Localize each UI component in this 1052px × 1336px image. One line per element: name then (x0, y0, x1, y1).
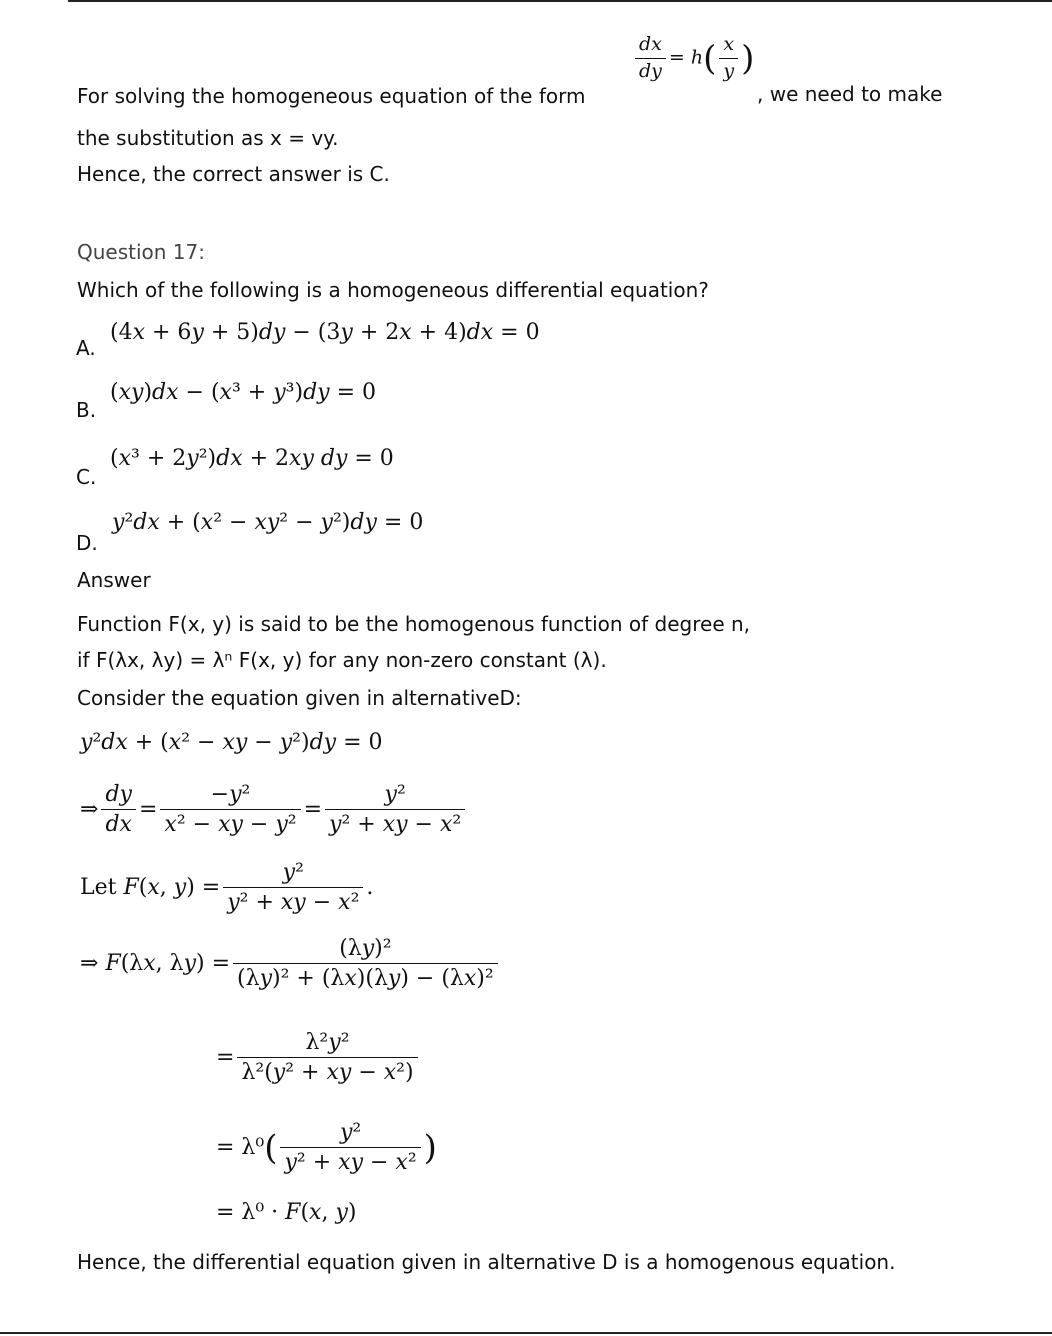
answer-def1: Function F(x, y) is said to be the homogenous function of degree n, (77, 612, 751, 636)
option-b-letter: B. (76, 398, 97, 422)
derivation-step-1: ⇒ $\frac{dy}{dx}$ = $\frac{\text{−y²}}{\text{x² − xy − y²}}$ = $\frac{\text{y²}}{\text{y² + xy − x²}}$ (80, 782, 468, 838)
derivation-step-2: ⇒ F(λx, λy) = $\frac{\text{(λy)²}}{\text{(λy)² + (λx)(λy) − (λx)²}}$ (80, 936, 501, 992)
option-c-letter: C. (76, 465, 97, 489)
option-b-expr: (xy)dx − (x³ + y³)dy = 0 (110, 380, 376, 405)
question-text: Which of the following is a homogeneous differential equation? (77, 278, 709, 302)
answer-equation: y²dx + (x² − xy − y²)dy = 0 (80, 730, 383, 755)
intro-formula: $\frac{dx}{dy}$ = h( $\frac{x}{y}$ ) (632, 34, 754, 83)
derivation-let: Let F(x, y) = $\frac{\text{y²}}{\text{y² + xy − x²}}$ . (80, 860, 374, 916)
intro-line1-suffix: , we need to make (757, 82, 943, 106)
bottom-rule (0, 1332, 1052, 1334)
intro-line1: For solving the homogeneous equation of the form (77, 84, 586, 108)
option-a-letter: A. (76, 336, 96, 360)
answer-label: Answer (77, 568, 151, 592)
answer-conclusion: Hence, the differential equation given in alternative D is a homogenous equation. (77, 1250, 896, 1274)
derivation-step-3: = $\frac{\text{λ²y²}}{\text{λ²(y² + xy − x²)}}$ (216, 1030, 421, 1086)
option-d-letter: D. (76, 531, 98, 555)
answer-def2: if F(λx, λy) = λⁿ F(x, y) for any non-zero constant (λ). (77, 648, 607, 672)
question-label: Question 17: (77, 240, 205, 264)
derivation-step-5: = λ⁰ · F(x, y) (216, 1200, 357, 1225)
option-a-expr: (4x + 6y + 5)dy − (3y + 2x + 4)dx = 0 (110, 320, 540, 345)
derivation-step-4: = λ⁰( $\frac{\text{y²}}{\text{y² + xy − x²}}$ ) (216, 1120, 437, 1176)
option-c-expr: (x³ + 2y²)dx + 2xy dy = 0 (110, 446, 394, 471)
option-d-expr: y²dx + (x² − xy² − y²)dy = 0 (112, 510, 424, 535)
top-rule (68, 0, 1052, 2)
intro-line2: the substitution as x = vy. (77, 126, 339, 150)
intro-line3: Hence, the correct answer is C. (77, 162, 390, 186)
answer-consider: Consider the equation given in alternativeD: (77, 686, 522, 710)
